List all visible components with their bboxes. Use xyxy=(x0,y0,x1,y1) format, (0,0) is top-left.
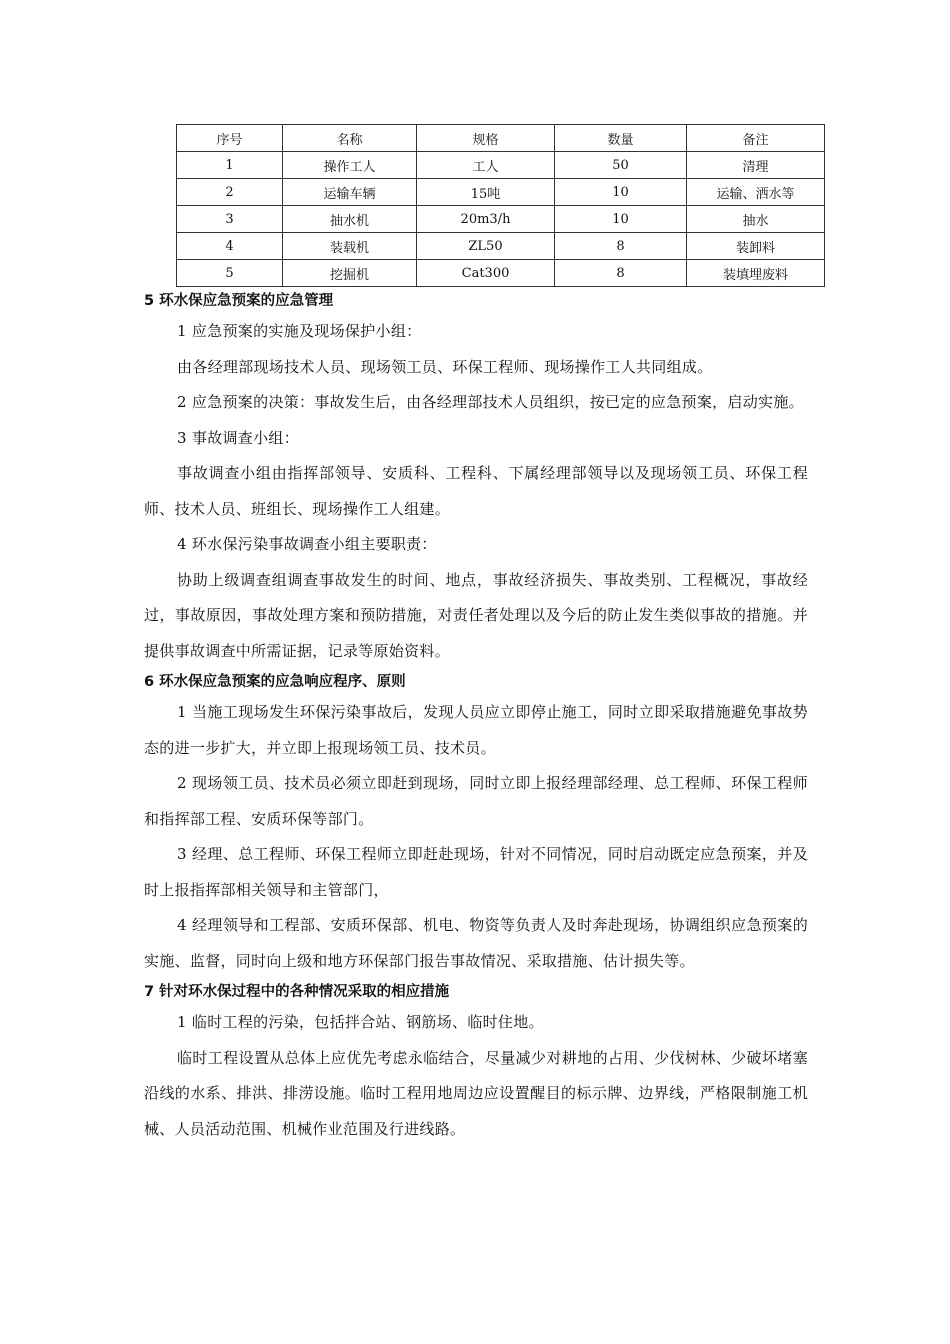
table-row xyxy=(177,152,825,179)
cell-index: 5 xyxy=(177,260,283,287)
cell-name: 装载机 xyxy=(283,233,417,260)
paragraph: 2 现场领工员、技术员必须立即赶到现场，同时立即上报经理部经理、总工程师、环保工程师和指挥部工程、安质环保等部门。 xyxy=(144,774,808,828)
cell-remark: 装卸料 xyxy=(687,233,825,260)
header-name: 名称 xyxy=(283,125,417,152)
cell-index: 2 xyxy=(177,179,283,206)
paragraph: 1 当施工现场发生环保污染事故后，发现人员应立即停止施工，同时立即采取措施避免事故势态的进一步扩大，并立即上报现场领工员、技术员。 xyxy=(144,703,808,757)
paragraph: 2 应急预案的决策：事故发生后，由各经理部技术人员组织，按已定的应急预案，启动实施。 xyxy=(177,393,804,411)
cell-remark: 装填埋废料 xyxy=(687,260,825,287)
table-row xyxy=(177,260,825,287)
paragraph: 1 应急预案的实施及现场保护小组： xyxy=(177,322,422,340)
cell-name: 运输车辆 xyxy=(283,179,417,206)
cell-name: 抽水机 xyxy=(283,206,417,233)
cell-spec: 工人 xyxy=(417,152,555,179)
cell-remark: 清理 xyxy=(687,152,825,179)
cell-spec: ZL50 xyxy=(417,233,555,260)
table-header-row xyxy=(177,125,825,152)
cell-remark: 抽水 xyxy=(687,206,825,233)
cell-quantity: 10 xyxy=(555,179,687,206)
cell-remark: 运输、洒水等 xyxy=(687,179,825,206)
cell-name: 挖掘机 xyxy=(283,260,417,287)
paragraph: 协助上级调查组调查事故发生的时间、地点，事故经济损失、事故类别、工程概况，事故经过，事故原因，事故处理方案和预防措施，对责任者处理以及今后的防止发生类似事故的措施。并提供事故调查中所需证据，记录等原始资料。 xyxy=(144,570,808,660)
cell-quantity: 8 xyxy=(555,233,687,260)
header-index: 序号 xyxy=(177,125,283,152)
equipment-table xyxy=(176,124,825,287)
cell-spec: 15吨 xyxy=(417,179,555,206)
cell-index: 4 xyxy=(177,233,283,260)
header-remark: 备注 xyxy=(687,125,825,152)
paragraph: 临时工程设置从总体上应优先考虑永临结合，尽量减少对耕地的占用、少伐树林、少破坏堵塞沿线的水系、排洪、排涝设施。临时工程用地周边应设置醒目的标示牌、边界线，严格限制施工机械、人员活动范围、机械作业范围及行进线路。 xyxy=(144,1048,808,1138)
section-heading: 5 环水保应急预案的应急管理 xyxy=(144,293,334,309)
table-row xyxy=(177,179,825,206)
table-row xyxy=(177,233,825,260)
paragraph: 事故调查小组由指挥部领导、安质科、工程科、下属经理部领导以及现场领工员、环保工程师、技术人员、班组长、现场操作工人组建。 xyxy=(144,464,808,518)
header-spec: 规格 xyxy=(417,125,555,152)
cell-quantity: 10 xyxy=(555,206,687,233)
paragraph: 1 临时工程的污染，包括拌合站、钢筋场、临时住地。 xyxy=(177,1013,544,1031)
table-row xyxy=(177,206,825,233)
cell-index: 1 xyxy=(177,152,283,179)
cell-index: 3 xyxy=(177,206,283,233)
section-heading: 7 针对环水保过程中的各种情况采取的相应措施 xyxy=(144,984,450,1000)
cell-name: 操作工人 xyxy=(283,152,417,179)
paragraph: 3 事故调查小组： xyxy=(177,428,300,447)
document-body xyxy=(144,288,808,1147)
paragraph: 4 环水保污染事故调查小组主要职责： xyxy=(177,535,437,553)
cell-spec: Cat300 xyxy=(417,260,555,287)
paragraph: 由各经理部现场技术人员、现场领工员、环保工程师、现场操作工人共同组成。 xyxy=(177,357,713,376)
cell-spec: 20m3/h xyxy=(417,206,555,233)
cell-quantity: 8 xyxy=(555,260,687,287)
paragraph: 4 经理领导和工程部、安质环保部、机电、物资等负责人及时奔赴现场，协调组织应急预案的实施、监督，同时向上级和地方环保部门报告事故情况、采取措施、估计损失等。 xyxy=(144,916,808,970)
header-quantity: 数量 xyxy=(555,125,687,152)
paragraph: 3 经理、总工程师、环保工程师立即赶赴现场，针对不同情况，同时启动既定应急预案，并及时上报指挥部相关领导和主管部门， xyxy=(144,845,808,899)
section-heading: 6 环水保应急预案的应急响应程序、原则 xyxy=(144,674,406,690)
cell-quantity: 50 xyxy=(555,152,687,179)
